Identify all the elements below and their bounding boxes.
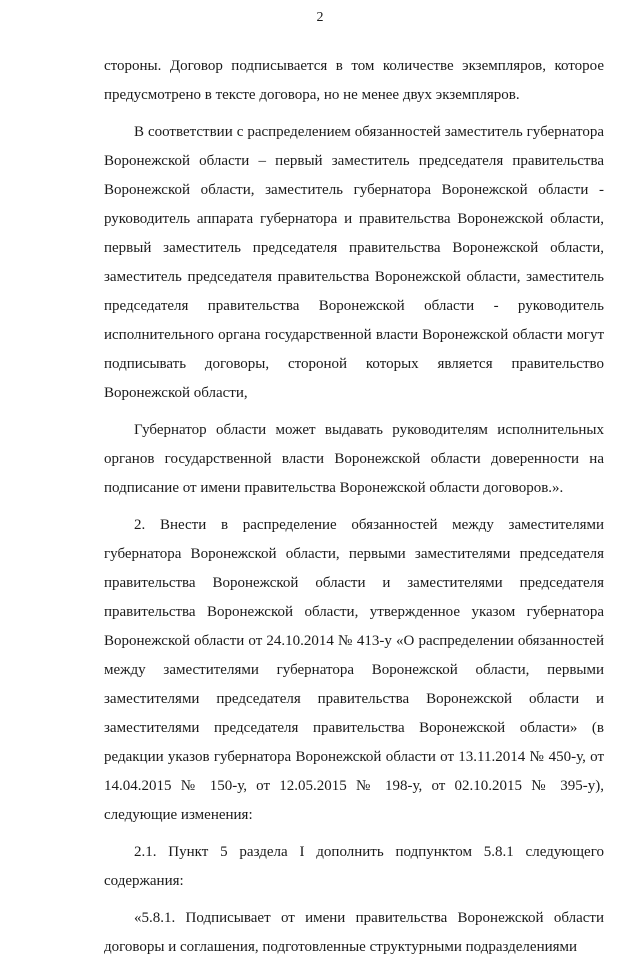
paragraph-subitem-5-8-1: «5.8.1. Подписывает от имени правительства Воронежской области договоры и соглашения, подготовленные структурными подразделениями bbox=[104, 910, 604, 955]
paragraph-governor-proxy: Губернатор области может выдавать руководителям исполнительных органов государственной власти Воронежской области доверенности на подписание от имени правительства Воронежской области договоров.». bbox=[104, 422, 604, 496]
paragraph-signing-authority: В соответствии с распределением обязанностей заместитель губернатора Воронежской области – первый заместитель председателя правительства Воронежской области, заместитель губернатора Воронежской области - руководитель аппарата губернатора и правительства Воронежской области, первый заместитель председателя правительства Воронежской области, заместитель председателя правительства Воронежской области, заместитель председателя правительства Воронежской области - руководитель исполнительного органа государственной власти Воронежской области могут подписывать договоры, стороной которых является правительство Воронежской области, bbox=[104, 124, 604, 401]
paragraph-item-2-1: 2.1. Пункт 5 раздела I дополнить подпунктом 5.8.1 следующего содержания: bbox=[104, 844, 604, 889]
page-number: 2 bbox=[316, 10, 324, 25]
document-body bbox=[104, 52, 604, 962]
paragraph-amendments: 2. Внести в распределение обязанностей между заместителями губернатора Воронежской области, первыми заместителями председателя правительства Воронежской области и заместителями председателя правительства Воронежской области, утвержденное указом губернатора Воронежской области от 24.10.2014 № 413-у «О распределении обязанностей между заместителями губернатора Воронежской области, первыми заместителями председателя правительства Воронежской области и заместителями председателя правительства Воронежской области» (в редакции указов губернатора Воронежской области от 13.11.2014 № 450-у, от 14.04.2015 № 150-у, от 12.05.2015 № 198-у, от 02.10.2015 № 395-у), следующие изменения: bbox=[104, 517, 604, 823]
paragraph-continuation: стороны. Договор подписывается в том количестве экземпляров, которое предусмотрено в тексте договора, но не менее двух экземпляров. bbox=[104, 58, 604, 103]
